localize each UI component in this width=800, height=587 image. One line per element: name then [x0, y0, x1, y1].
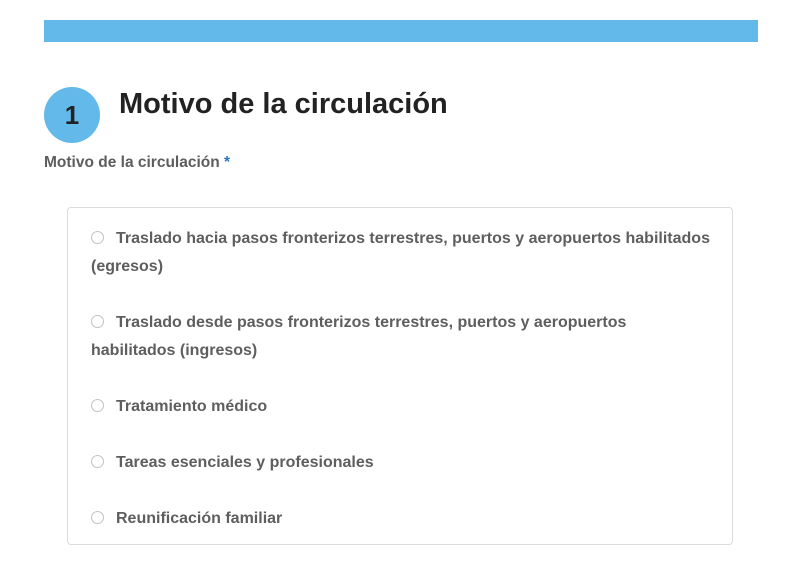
field-label — [44, 152, 230, 174]
radio-option-label: Traslado hacia pasos fronterizos terrestres, puertos y aeropuertos habilitados (egresos) — [91, 230, 710, 275]
radio-button-icon[interactable] — [91, 315, 104, 328]
radio-button-icon[interactable] — [91, 455, 104, 468]
radio-group — [67, 207, 733, 545]
radio-option-label: Tratamiento médico — [116, 398, 268, 415]
radio-option-label: Traslado desde pasos fronterizos terrestres, puertos y aeropuertos habilitados (ingresos) — [91, 314, 627, 359]
radio-option-label: Tareas esenciales y profesionales — [116, 454, 374, 471]
radio-option-tratamiento-medico[interactable] — [91, 393, 712, 421]
radio-option-reunificacion-familiar[interactable] — [91, 505, 712, 533]
radio-option-egresos[interactable] — [91, 225, 712, 281]
radio-button-icon[interactable] — [91, 231, 104, 244]
section-title: Motivo de la circulación — [119, 88, 448, 120]
radio-option-tareas-esenciales[interactable] — [91, 449, 712, 477]
step-number-badge: 1 — [44, 87, 100, 143]
radio-button-icon[interactable] — [91, 399, 104, 412]
field-label-text: Motivo de la circulación — [44, 154, 220, 171]
radio-option-label: Reunificación familiar — [116, 510, 283, 527]
radio-button-icon[interactable] — [91, 511, 104, 524]
top-accent-bar — [44, 20, 758, 42]
required-marker: * — [224, 154, 231, 171]
radio-option-ingresos[interactable] — [91, 309, 652, 365]
